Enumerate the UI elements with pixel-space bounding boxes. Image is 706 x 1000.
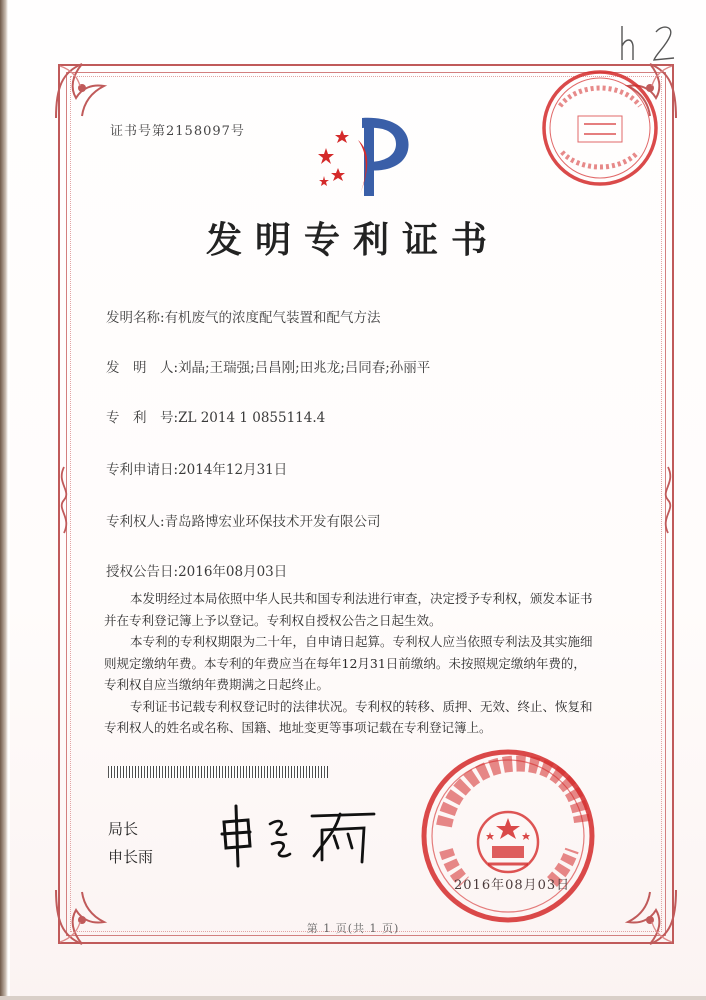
patentee-row (106, 510, 381, 530)
small-red-seal (538, 66, 662, 190)
sipo-logo-icon (312, 110, 422, 200)
scan-bottom-edge (0, 996, 706, 1000)
director-title: 局长 (108, 820, 139, 838)
grant-date-row (106, 560, 287, 580)
seal-date: 2016年08月03日 (454, 878, 571, 893)
filing-date-value: 2014年12月31日 (178, 462, 288, 478)
patent-number-label: 专 利 号: (106, 410, 179, 426)
certificate-number: 证书号第2158097号 (110, 124, 245, 139)
filing-date-label: 专利申请日: (106, 462, 179, 478)
certificate-title: 发明专利证书 (205, 220, 500, 261)
patentee-label: 专利权人: (106, 514, 165, 530)
side-ornament-right (658, 465, 678, 535)
director-signature (214, 800, 384, 870)
patent-number-row (106, 406, 325, 426)
body-para2-line3: 专利权自应当缴纳年费期满之日起终止。 (104, 677, 330, 692)
body-para3-line2: 专利权人的姓名或名称、国籍、地址变更等事项记载在专利登记簿上。 (104, 720, 492, 735)
body-text (104, 588, 624, 739)
inventors-value: 刘晶;王瑞强;吕昌刚;田兆龙;吕同春;孙丽平 (178, 360, 431, 376)
corner-ornament-bl (52, 886, 116, 950)
invention-name-label: 发明名称: (106, 310, 165, 326)
patent-number-value: ZL 2014 1 0855114.4 (178, 410, 326, 426)
patentee-value: 青岛路博宏业环保技术开发有限公司 (164, 514, 381, 530)
grant-date-value: 2016年08月03日 (178, 564, 288, 580)
director-name: 申长雨 (108, 848, 154, 866)
side-ornament-left (54, 465, 74, 535)
corner-ornament-br (616, 886, 680, 950)
barcode (108, 766, 328, 778)
corner-ornament-tl (52, 58, 116, 122)
filing-date-row (106, 458, 287, 478)
body-para1-line2: 并在专利登记簿上予以登记。专利权自授权公告之日起生效。 (104, 612, 442, 628)
national-ip-office-seal (418, 746, 598, 926)
body-para1-line1: 本发明经过本局依照中华人民共和国专利法进行审查，决定授予专利权，颁发本证书 (130, 591, 593, 606)
inventors-label: 发 明 人: (106, 360, 179, 376)
body-para3-line1: 专利证书记载专利权登记时的法律状况。专利权的转移、质押、无效、终止、恢复和 (130, 698, 593, 714)
scan-edge (0, 0, 8, 1000)
invention-name-value: 有机废气的浓度配气装置和配气方法 (164, 310, 381, 326)
grant-date-label: 授权公告日: (106, 564, 179, 580)
body-para2-line1: 本专利的专利权期限为二十年，自申请日起算。专利权人应当依照专利法及其实施细 (130, 634, 593, 649)
body-para2-line2: 则规定缴纳年费。本专利的年费应当在每年12月31日前缴纳。未按照规定缴纳年费的， (104, 655, 586, 671)
inventors-row (106, 356, 430, 376)
invention-name-row (106, 306, 381, 326)
page-number: 第 1 页(共 1 页) (306, 922, 400, 935)
